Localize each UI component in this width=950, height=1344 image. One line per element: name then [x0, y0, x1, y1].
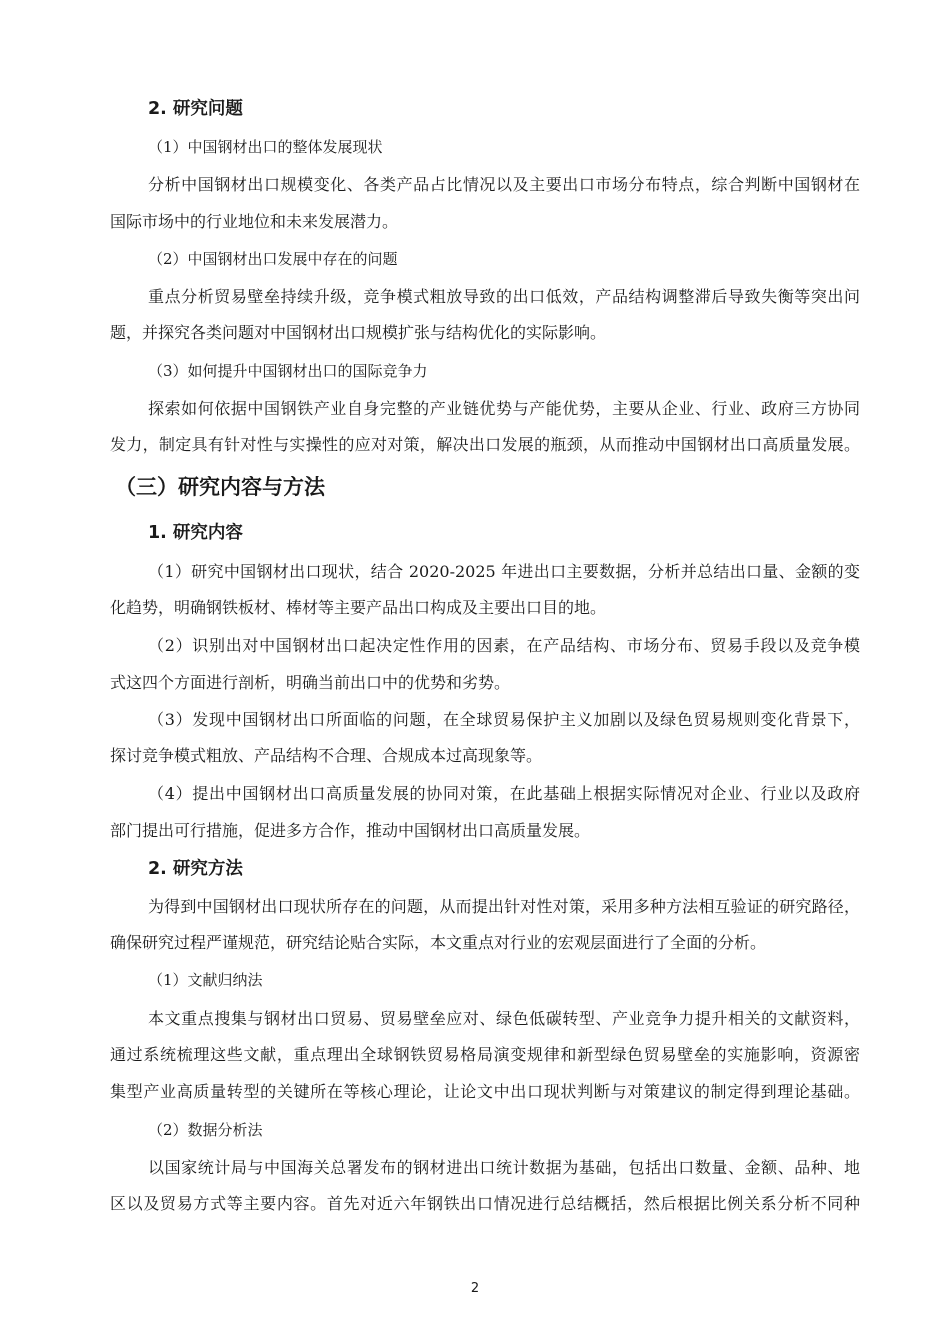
- paragraph-line: 集型产业高质量转型的关键所在等核心理论，让论文中出口现状判断与对策建议的制定得到理论基础。: [110, 1082, 860, 1101]
- question-3-title: （3）如何提升中国钢材出口的国际竞争力: [148, 362, 428, 380]
- paragraph-line: 探索如何依据中国钢铁产业自身完整的产业链优势与产能优势，主要从企业、行业、政府三方协同: [148, 399, 860, 418]
- paragraph-line: 探讨竞争模式粗放、产品结构不合理、合规成本过高现象等。: [110, 746, 543, 765]
- heading-research-methods: 2. 研究方法: [148, 859, 243, 879]
- heading-research-content: 1. 研究内容: [148, 523, 243, 543]
- paragraph-line: （2）识别出对中国钢材出口起决定性作用的因素，在产品结构、市场分布、贸易手段以及竞争模: [148, 636, 860, 655]
- paragraph-line: 确保研究过程严谨规范，研究结论贴合实际，本文重点对行业的宏观层面进行了全面的分析。: [110, 933, 767, 952]
- question-2-title: （2）中国钢材出口发展中存在的问题: [148, 250, 398, 268]
- paragraph-line: 化趋势，明确钢铁板材、棒材等主要产品出口构成及主要出口目的地。: [110, 598, 607, 617]
- paragraph-line: （4）提出中国钢材出口高质量发展的协同对策，在此基础上根据实际情况对企业、行业以及政府: [148, 784, 860, 803]
- paragraph-line: 分析中国钢材出口规模变化、各类产品占比情况以及主要出口市场分布特点，综合判断中国钢材在: [148, 175, 860, 194]
- paragraph-line: 题，并探究各类问题对中国钢材出口规模扩张与结构优化的实际影响。: [110, 323, 607, 342]
- paragraph-line: （1）研究中国钢材出口现状，结合 2020-2025 年进出口主要数据，分析并总结出口量、金额的变: [148, 562, 860, 581]
- paragraph-line: 重点分析贸易壁垒持续升级，竞争模式粗放导致的出口低效，产品结构调整滞后导致失衡等突出问: [148, 287, 860, 306]
- method-2-title: （2）数据分析法: [148, 1121, 263, 1139]
- question-1-title: （1）中国钢材出口的整体发展现状: [148, 138, 383, 156]
- paragraph-line: 区以及贸易方式等主要内容。首先对近六年钢铁出口情况进行总结概括，然后根据比例关系分析不同种: [110, 1194, 860, 1213]
- paragraph-line: 式这四个方面进行剖析，明确当前出口中的优势和劣势。: [110, 673, 511, 692]
- paragraph-line: 为得到中国钢材出口现状所存在的问题，从而提出针对性对策，采用多种方法相互验证的研究路径，: [148, 897, 860, 916]
- page-number: 2: [470, 1281, 480, 1296]
- paragraph-line: 本文重点搜集与钢材出口贸易、贸易壁垒应对、绿色低碳转型、产业竞争力提升相关的文献资料，: [148, 1009, 860, 1028]
- section-title: （三）研究内容与方法: [115, 476, 325, 498]
- paragraph-line: 以国家统计局与中国海关总署发布的钢材进出口统计数据为基础，包括出口数量、金额、品种、地: [148, 1158, 860, 1177]
- method-1-title: （1）文献归纳法: [148, 971, 263, 989]
- paragraph-line: 通过系统梳理这些文献，重点理出全球钢铁贸易格局演变规律和新型绿色贸易壁垒的实施影响，资源密: [110, 1045, 860, 1064]
- paragraph-line: （3）发现中国钢材出口所面临的问题，在全球贸易保护主义加剧以及绿色贸易规则变化背景下，: [148, 710, 860, 729]
- paragraph-line: 发力，制定具有针对性与实操性的应对对策，解决出口发展的瓶颈，从而推动中国钢材出口高质量发展。: [110, 435, 860, 454]
- paragraph-line: 部门提出可行措施，促进多方合作，推动中国钢材出口高质量发展。: [110, 821, 591, 840]
- heading-research-questions: 2. 研究问题: [148, 99, 243, 119]
- paragraph-line: 国际市场中的行业地位和未来发展潜力。: [110, 212, 399, 231]
